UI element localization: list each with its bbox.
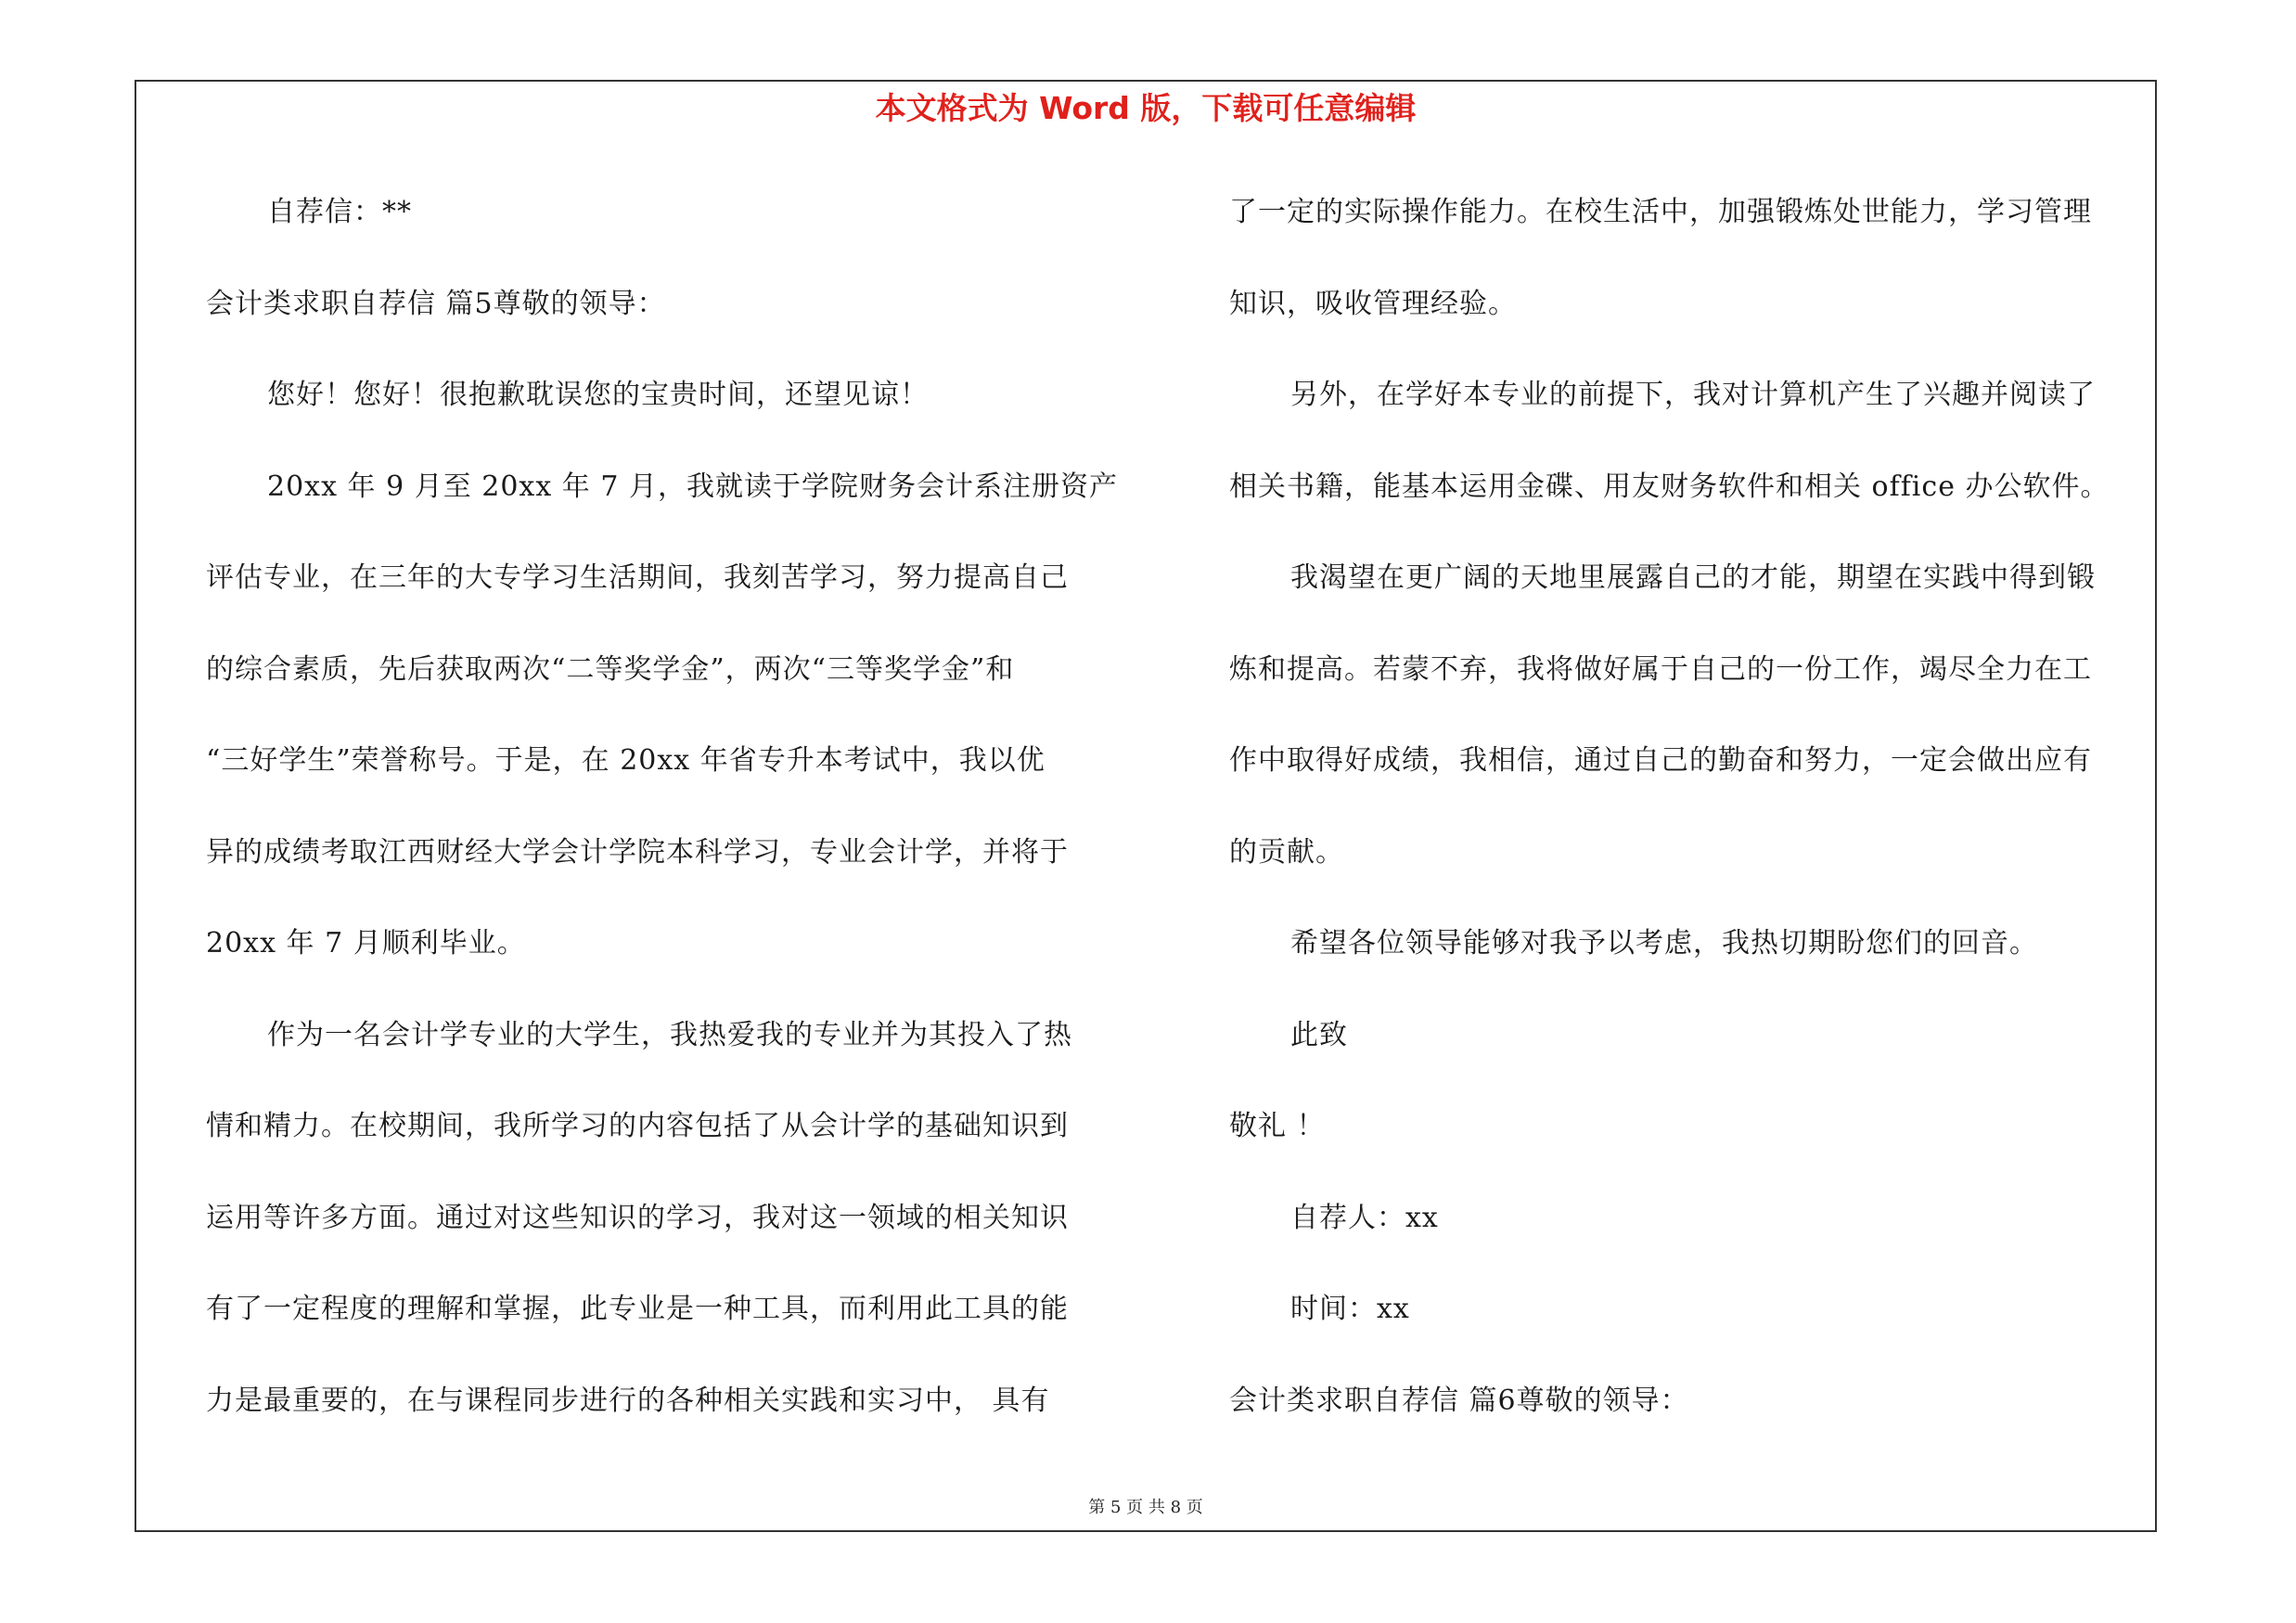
text-line: “三好学生”荣誉称号。于是，在 20xx 年省专升本考试中，我以优 [206,744,1045,777]
text-line: 时间：xx [1290,1293,1410,1325]
text-line: 的贡献。 [1229,835,1344,869]
text-line: 敬礼 ！ [1229,1110,1326,1142]
text-line: 相关书籍，能基本运用金碟、用友财务软件和相关 office 办公软件。 [1229,470,2110,503]
text-line: 另外，在学好本专业的前提下，我对计算机产生了兴趣并阅读了 [1290,379,2096,411]
text-line: 会计类求职自荐信 篇5尊敬的领导： [206,287,666,320]
text-line: 知识，吸收管理经验。 [1229,287,1517,320]
text-line: 20xx 年 7 月顺利毕业。 [206,927,526,960]
text-line: 会计类求职自荐信 篇6尊敬的领导： [1229,1384,1689,1417]
text-line: 此致 [1290,1018,1348,1051]
text-line: 炼和提高。若蒙不弃，我将做好属于自己的一份工作，竭尽全力在工 [1229,652,2092,686]
left-text-column [206,186,1138,1465]
text-line: 评估专业，在三年的大专学习生活期间，我刻苦学习，努力提高自己 [206,561,1069,594]
text-line: 自荐人：xx [1290,1201,1439,1234]
page-number-footer: 第 5 页 共 8 页 [1088,1498,1203,1517]
editable-notice-banner: 本文格式为 Word 版，下载可任意编辑 [875,90,1417,126]
text-line: 了一定的实际操作能力。在校生活中，加强锻炼处世能力，学习管理 [1229,196,2092,228]
text-line: 您好！您好！很抱歉耽误您的宝贵时间，还望见谅！ [267,379,929,411]
text-line: 作中取得好成绩，我相信，通过自己的勤奋和努力，一定会做出应有 [1229,744,2092,777]
text-line: 的综合素质，先后获取两次“二等奖学金”，两次“三等奖学金”和 [206,652,1015,686]
text-line: 自荐信：** [267,196,412,228]
right-text-column [1229,186,2166,1465]
text-line: 希望各位领导能够对我予以考虑，我热切期盼您们的回音。 [1290,927,2038,960]
text-line: 情和精力。在校期间，我所学习的内容包括了从会计学的基础知识到 [206,1110,1069,1142]
text-line: 20xx 年 9 月至 20xx 年 7 月，我就读于学院财务会计系注册资产 [267,470,1118,503]
text-line: 有了一定程度的理解和掌握，此专业是一种工具，而利用此工具的能 [206,1293,1069,1325]
text-line: 运用等许多方面。通过对这些知识的学习，我对这一领域的相关知识 [206,1201,1069,1234]
text-line: 异的成绩考取江西财经大学会计学院本科学习，专业会计学，并将于 [206,835,1069,869]
text-line: 我渴望在更广阔的天地里展露自己的才能，期望在实践中得到锻 [1290,561,2096,594]
text-line: 作为一名会计学专业的大学生，我热爱我的专业并为其投入了热 [267,1018,1072,1051]
text-line: 力是最重要的，在与课程同步进行的各种相关实践和实习中， 具有 [206,1384,1050,1417]
